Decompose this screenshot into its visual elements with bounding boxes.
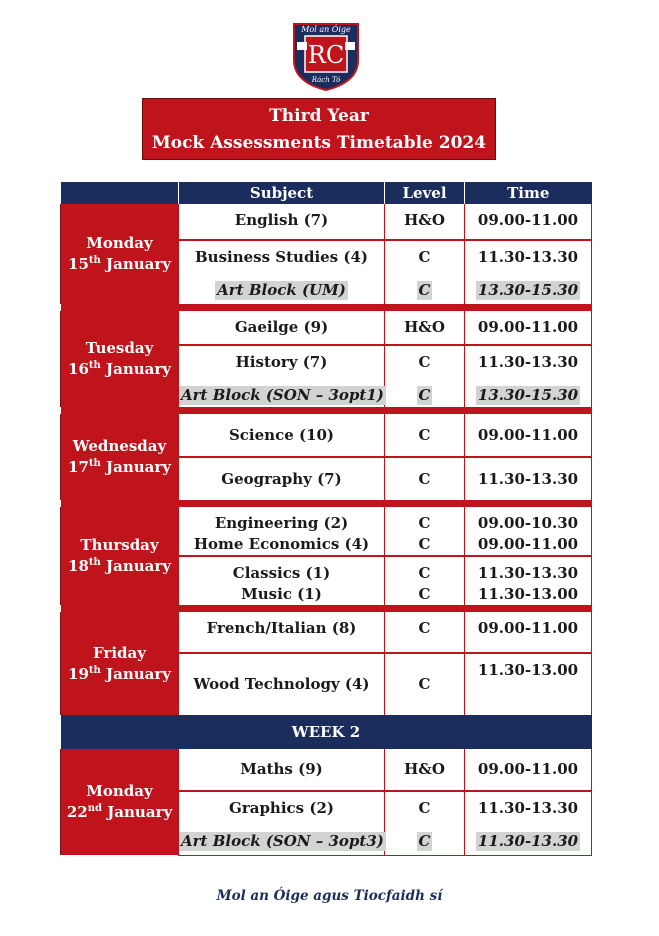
art-block-subject: [179, 385, 384, 406]
level-value: C: [418, 535, 431, 553]
table-row: [61, 749, 592, 791]
time-cell: [465, 791, 592, 855]
header-row: [61, 182, 592, 204]
subject-cell: [179, 791, 385, 855]
svg-text:RC: RC: [307, 41, 345, 69]
subject-cell: [179, 204, 385, 240]
day-name: Thursday: [80, 536, 159, 554]
day-cell: [61, 204, 179, 304]
art-block-subject-text: Art Block (SON – 3opt1): [181, 386, 384, 404]
date-month: January: [106, 557, 171, 575]
day-name: Tuesday: [85, 339, 154, 357]
level-value: C: [418, 248, 431, 266]
date-suffix: th: [88, 360, 101, 371]
spacer: [385, 373, 464, 385]
date-number: 19: [68, 664, 89, 683]
time-cell: [465, 345, 592, 407]
art-block-time: [465, 280, 591, 301]
table-row: [61, 311, 592, 345]
subject-name: History (7): [235, 353, 328, 371]
subject-name: Science (10): [228, 425, 335, 444]
date-number: 18: [68, 557, 89, 575]
date-number: 22: [66, 803, 88, 821]
subject-name: Maths (9): [240, 760, 323, 778]
subject-cell: [179, 240, 385, 304]
subject-cell: [179, 653, 385, 715]
day-separator: [61, 605, 592, 612]
time-value: 11.30-13.30: [477, 353, 579, 371]
time-cell: [465, 749, 592, 791]
level-cell: [385, 204, 465, 240]
subject-cell: [179, 612, 385, 653]
spacer: [465, 373, 591, 385]
art-block-time-text: 11.30-13.30: [477, 832, 579, 850]
time-cell: [465, 653, 592, 715]
subject-name: Classics (1): [232, 564, 331, 582]
subject-cell: [179, 507, 385, 556]
art-block-time: [465, 385, 591, 406]
time-cell: [465, 204, 592, 240]
day-cell: [61, 311, 179, 407]
time-value: 09.00-11.00: [477, 619, 579, 637]
time-value: 11.30-13.00: [477, 585, 579, 603]
date-suffix: th: [88, 664, 101, 676]
subject-name: Home Economics (4): [193, 535, 370, 553]
separator-cell: [61, 407, 592, 414]
time-cell: [465, 457, 592, 500]
art-block-time: [465, 831, 591, 852]
level-cell: [385, 345, 465, 407]
subject-name: Gaeilge (9): [234, 318, 329, 336]
date-month: January: [107, 803, 173, 821]
subject-name: Engineering (2): [214, 514, 349, 532]
level-value: C: [418, 514, 431, 532]
level-cell: [385, 749, 465, 791]
date-month: January: [106, 255, 171, 273]
header-subject: Subject: [179, 182, 385, 204]
subject-cell: [179, 556, 385, 605]
subject-name: English (7): [234, 211, 329, 229]
subject-name: Geography (7): [221, 469, 342, 488]
date-number: 16: [68, 360, 89, 378]
day-cell: [61, 414, 179, 500]
art-block-level: [385, 385, 464, 406]
level-value: C: [418, 469, 431, 488]
subject-name: Graphics (2): [229, 799, 334, 817]
table-row: [61, 612, 592, 653]
subject-cell: [179, 457, 385, 500]
day-name: Wednesday: [72, 437, 167, 455]
table-row: [61, 414, 592, 457]
level-value: C: [418, 675, 431, 693]
time-value: 09.00-11.00: [477, 211, 579, 229]
day-date: [61, 556, 178, 577]
school-motto: Mol an Óige agus Tiocfaidh sí: [216, 888, 443, 904]
subject-name: French/Italian (8): [206, 619, 357, 637]
level-value: H&O: [404, 760, 445, 778]
week-2-row: [61, 715, 592, 749]
date-suffix: nd: [87, 803, 102, 814]
time-value: 09.00-11.00: [477, 760, 579, 778]
day-separator: [61, 304, 592, 311]
day-date: [61, 359, 178, 380]
header-level: Level: [385, 182, 465, 204]
title-banner: [142, 98, 496, 160]
day-date: [61, 457, 178, 478]
title-line-2: Mock Assessments Timetable 2024: [151, 133, 487, 153]
separator-cell: [61, 605, 592, 612]
level-cell: [385, 414, 465, 457]
date-month: January: [106, 664, 171, 683]
day-separator: [61, 500, 592, 507]
date-suffix: th: [88, 458, 101, 469]
time-value: 11.30-13.30: [477, 799, 579, 817]
spacer: [465, 268, 591, 280]
art-block-subject: [179, 831, 384, 852]
school-crest-icon: [289, 16, 363, 92]
date-month: January: [106, 458, 171, 476]
table-row: [61, 507, 592, 556]
day-cell: [61, 749, 179, 855]
level-cell: [385, 653, 465, 715]
level-value: C: [418, 353, 431, 371]
day-name: Monday: [86, 234, 153, 252]
art-block-time-text: 13.30-15.30: [477, 386, 579, 404]
subject-cell: [179, 311, 385, 345]
level-cell: [385, 457, 465, 500]
time-value: 09.00-10.30: [477, 514, 579, 532]
time-cell: [465, 311, 592, 345]
level-cell: [385, 507, 465, 556]
table-row: [61, 204, 592, 240]
spacer: [179, 819, 384, 831]
art-block-subject-text: Art Block (SON – 3opt3): [181, 832, 384, 850]
level-value: C: [418, 585, 431, 603]
day-date: [61, 664, 178, 685]
day-name: Friday: [93, 643, 146, 662]
date-month: January: [106, 360, 171, 378]
day-separator: [61, 407, 592, 414]
header-time: Time: [465, 182, 592, 204]
level-value: C: [418, 619, 431, 637]
subject-name: Music (1): [241, 585, 322, 603]
level-cell: [385, 240, 465, 304]
time-cell: [465, 507, 592, 556]
day-cell: [61, 612, 179, 715]
art-block-level-text: C: [418, 386, 431, 404]
level-value: C: [418, 564, 431, 582]
art-block-time-text: 13.30-15.30: [477, 281, 579, 299]
art-block-level: [385, 831, 464, 852]
time-cell: [465, 240, 592, 304]
title-line-1: Third Year: [269, 106, 369, 126]
level-cell: [385, 612, 465, 653]
art-block-subject: [179, 280, 384, 301]
date-suffix: th: [88, 255, 101, 266]
time-value: 09.00-11.00: [477, 535, 579, 553]
level-value: C: [418, 425, 431, 444]
timetable: [60, 182, 592, 856]
level-value: H&O: [404, 211, 445, 229]
separator-cell: [61, 500, 592, 507]
day-date: [61, 254, 178, 275]
date-number: 17: [68, 458, 89, 476]
spacer: [385, 268, 464, 280]
svg-text:Mol an Óige: Mol an Óige: [301, 25, 351, 34]
svg-text:Rách Tó: Rách Tó: [311, 76, 341, 84]
time-value: 09.00-11.00: [477, 318, 579, 336]
time-cell: [465, 556, 592, 605]
subject-cell: [179, 414, 385, 457]
day-name: Monday: [86, 782, 153, 800]
spacer: [385, 819, 464, 831]
subject-cell: [179, 749, 385, 791]
subject-cell: [179, 345, 385, 407]
header-day: [61, 182, 179, 204]
spacer: [179, 268, 384, 280]
time-cell: [465, 612, 592, 653]
art-block-level: [385, 280, 464, 301]
time-value: 09.00-11.00: [477, 425, 579, 444]
day-cell: [61, 507, 179, 605]
level-cell: [385, 311, 465, 345]
time-value: 11.30-13.30: [477, 469, 579, 488]
art-block-level-text: C: [418, 281, 431, 299]
level-cell: [385, 791, 465, 855]
spacer: [179, 373, 384, 385]
time-cell: [465, 414, 592, 457]
time-value: 11.30-13.30: [477, 564, 579, 582]
subject-name: Business Studies (4): [195, 248, 368, 266]
day-date: [61, 802, 178, 823]
art-block-level-text: C: [418, 832, 431, 850]
art-block-subject-text: Art Block (UM): [217, 281, 346, 299]
level-value: C: [418, 799, 431, 817]
subject-name: Wood Technology (4): [193, 675, 370, 693]
spacer: [465, 819, 591, 831]
date-number: 15: [68, 255, 89, 273]
date-suffix: th: [88, 557, 101, 568]
time-value: 11.30-13.00: [477, 661, 579, 679]
separator-cell: [61, 304, 592, 311]
level-value: H&O: [404, 318, 445, 336]
week-2-label: WEEK 2: [61, 715, 592, 749]
time-value: 11.30-13.30: [477, 248, 579, 266]
level-cell: [385, 556, 465, 605]
